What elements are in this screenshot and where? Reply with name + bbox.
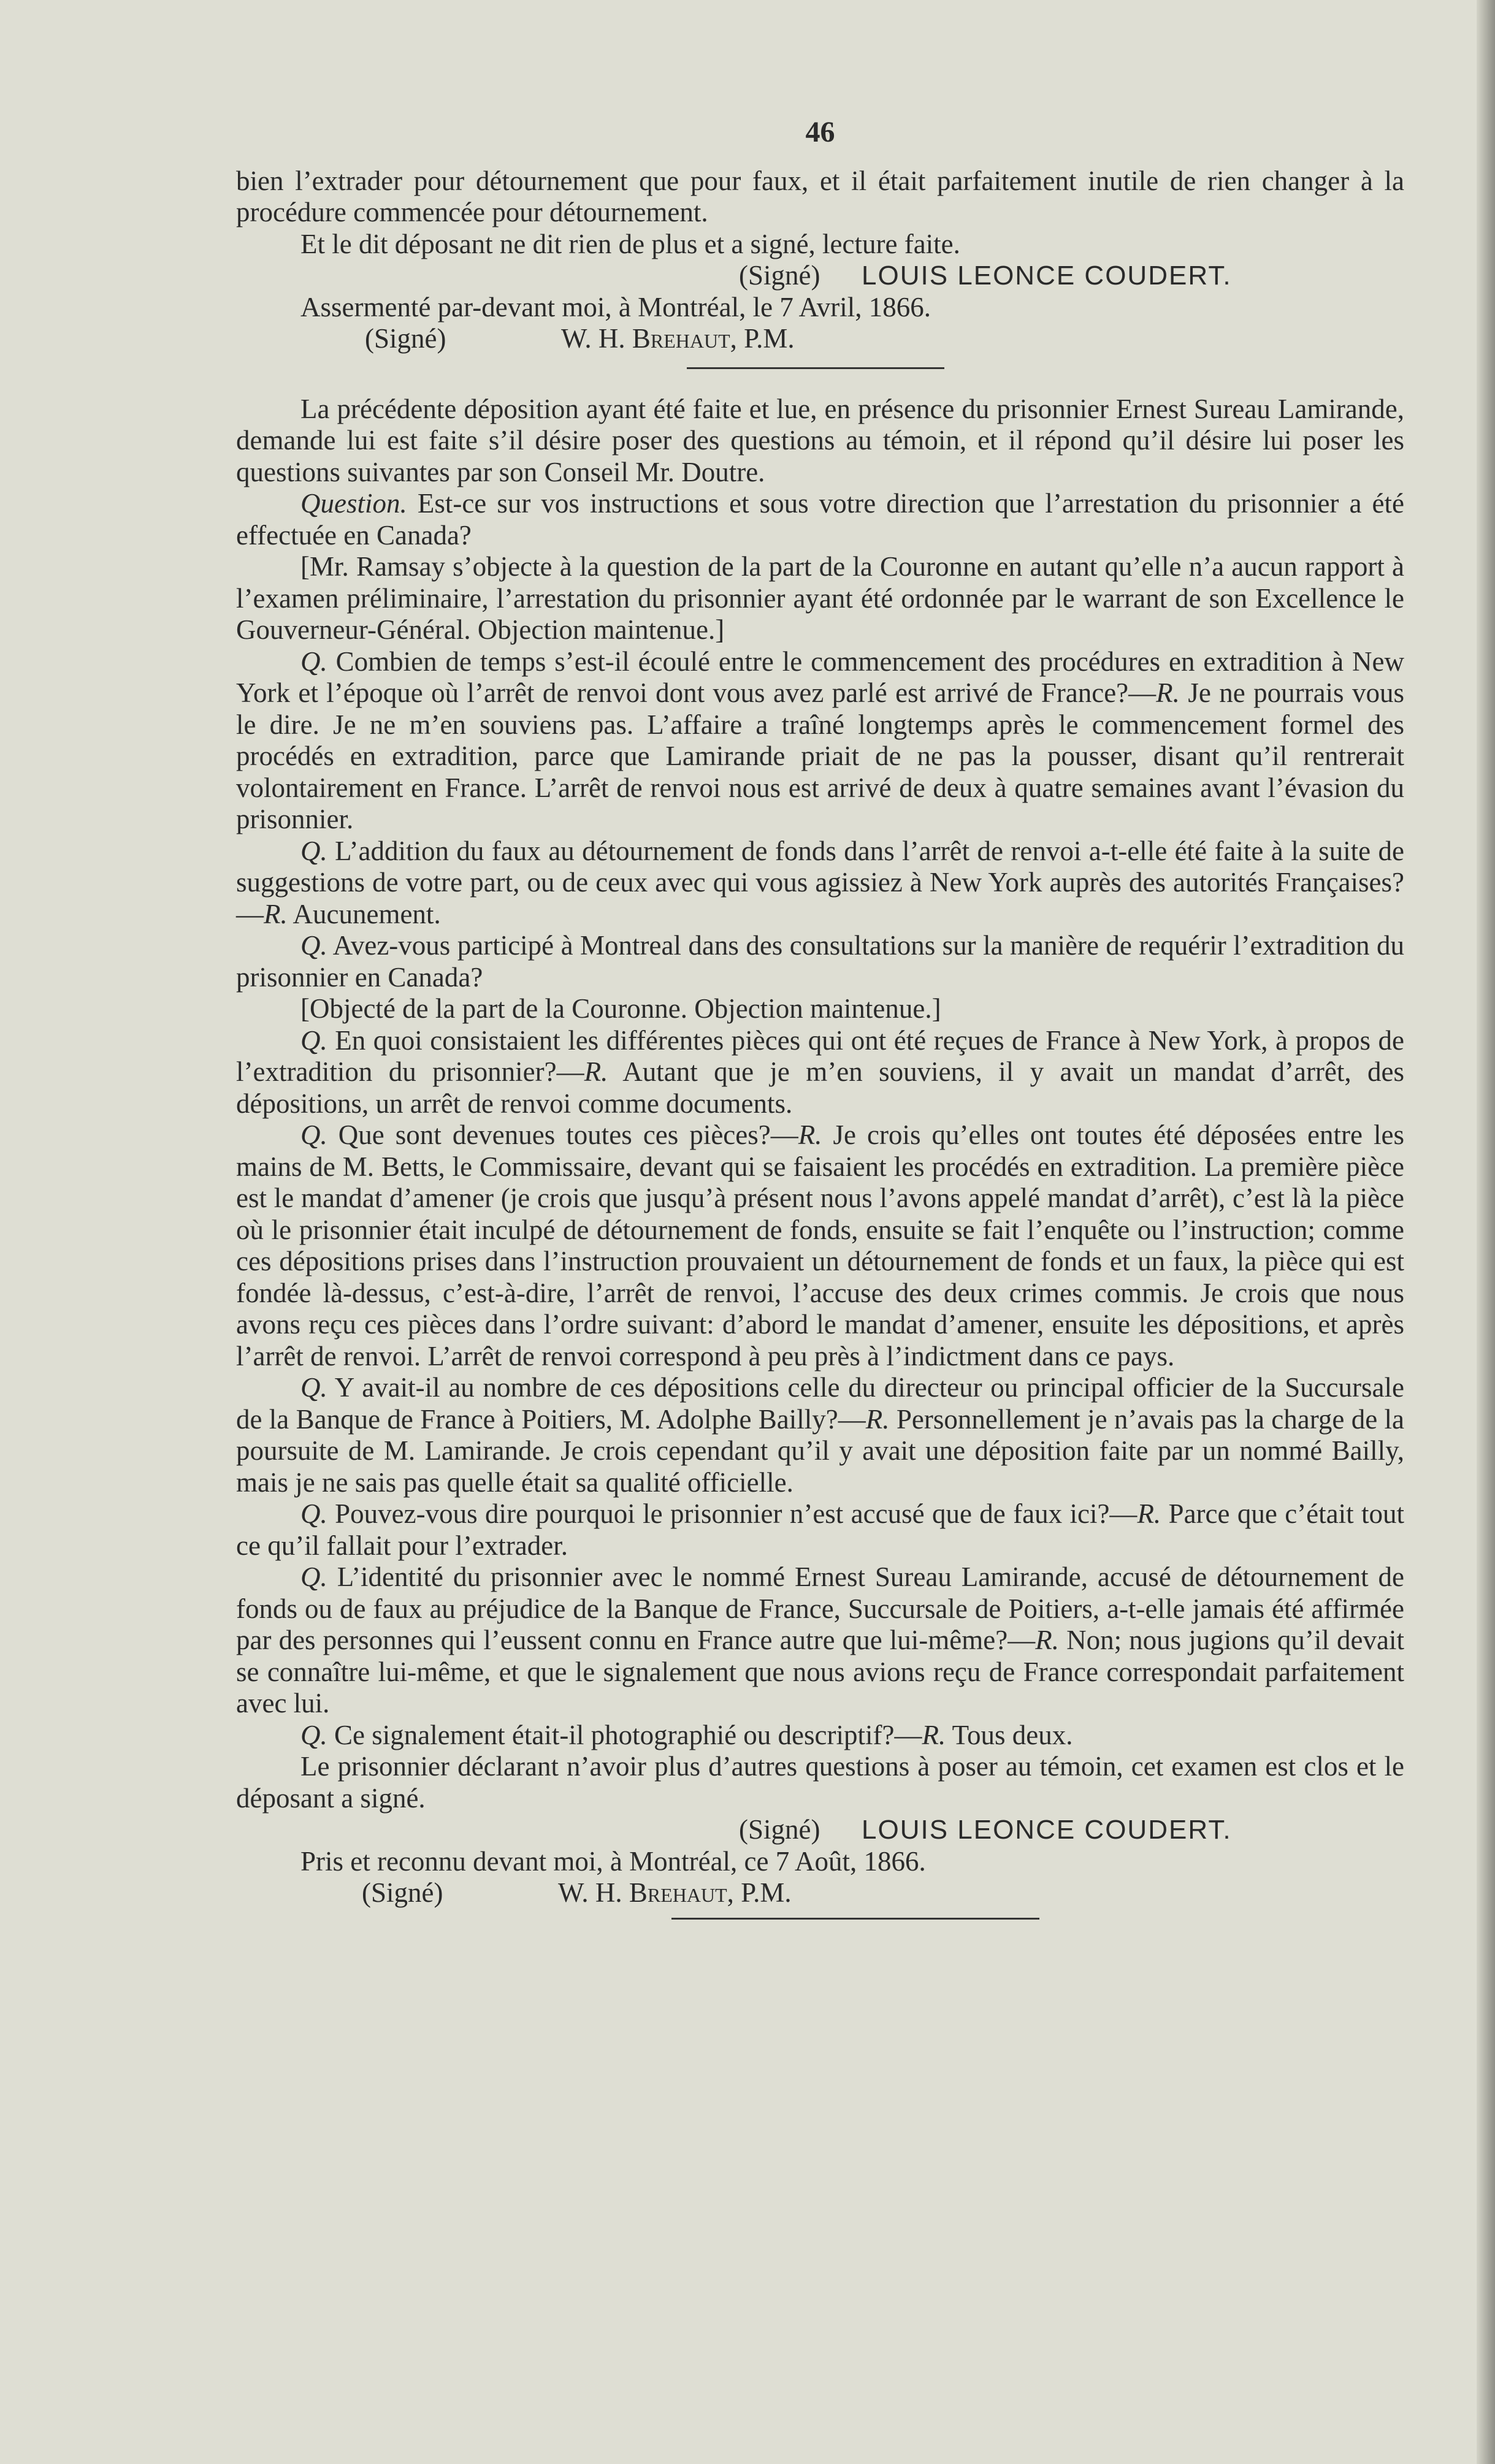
magistrate-signature-line [236, 323, 1404, 355]
signature-line [236, 260, 1404, 292]
signatory-name: LOUIS LEONCE COUDERT. [862, 261, 1232, 291]
question-10: Q. Ce signalement était-il photographié ou descriptif?—R. Tous deux. [300, 1719, 1073, 1750]
paragraph-continuation: bien l’extrader pour détournement que pour faux, et il était parfaitement inutile de rien changer à la procédure commencée pour détournement. [236, 165, 1404, 227]
question-6: Q. Que sont devenues toutes ces pièces?—R. Je crois qu’elles ont toutes été déposées entre les mains de M. Betts, le Commissaire, devant qui se faisaient les procédés en extradition. La première pièce est le mandat d’amener (je crois que jusqu’à présent nous l’avons appelé mandat d’arrêt), c’est là la pièce où le prisonnier était inculpé de détournement de fonds, ensuite se fait l’enquête ou l’instruction; comme ces dépositions prises dans l’instruction prouvaient un détournement de fonds et un faux, la pièce qui est fondée là-dessus, c’est-à-dire, l’arrêt de renvoi, l’accuse des deux crimes commis. Je crois que nous avons reçu ces pièces dans l’ordre suivant: d’abord le mandat d’amener, ensuite les dépositions, et après l’arrêt de renvoi. L’arrêt de renvoi correspond à peu près à l’indictment dans ce pays. [236, 1119, 1404, 1371]
objection-2: [Objecté de la part de la Couronne. Objection maintenue.] [300, 993, 941, 1024]
signatory-name: LOUIS LEONCE COUDERT. [862, 1815, 1232, 1845]
question-9: Q. L’identité du prisonnier avec le nommé Ernest Sureau Lamirande, accusé de détournement de fonds ou de faux au préjudice de la Banque de France, Succursale de Poitiers, a-t-elle jamais été affirmée par des personnes qui l’eussent connu en France autre que lui-même?—R. Non; nous jugions qu’il devait se connaître lui-même, et que le signalement que nous avions reçu de France correspondait parfaitement avec lui. [236, 1562, 1404, 1718]
magistrate-name: W. H. Brehaut, P.M. [558, 1877, 792, 1908]
page-number: 46 [805, 116, 835, 148]
question-7: Q. Y avait-il au nombre de ces dépositions celle du directeur ou principal officier de la Succursale de la Banque de France à Poitiers, M. Adolphe Bailly?—R. Personnellement je n’avais pas la charge de la poursuite de M. Lamirande. Je crois cependant qu’il y avait une déposition faite par un nommé Bailly, mais je ne sais pas quelle était sa qualité officielle. [236, 1372, 1404, 1498]
question-2: Q. Combien de temps s’est-il écoulé entre le commencement des procédures en extradition à New York et l’époque où l’arrêt de renvoi dont vous avez parlé est arrivé de France?—R. Je ne pourrais vous le dire. Je ne m’en souviens pas. L’affaire a traîné longtemps après le commencement formel des procédés en extradition, parce que Lamirande priait de ne pas la pousser, disant qu’il rentrerait volontairement en France. L’arrêt de renvoi nous est arrivé de deux à quatre semaines avant l’évasion du prisonnier. [236, 646, 1404, 834]
question-3: Q. L’addition du faux au détournement de fonds dans l’arrêt de renvoi a-t-elle été faite à la suite de suggestions de votre part, ou de ceux avec qui vous agissiez à New York auprès des autorités Françaises?—R. Aucunement. [236, 835, 1404, 929]
question-5: Q. En quoi consistaient les différentes pièces qui ont été reçues de France à New York, à propos de l’extradition du prisonnier?—R. Autant que je m’en souviens, il y avait un mandat d’arrêt, des dépositions, un arrêt de renvoi comme documents. [236, 1024, 1404, 1119]
end-divider [671, 1918, 1039, 1920]
magistrate-signature-line [236, 1877, 1404, 1909]
signed-label: (Signé) [739, 260, 820, 291]
objection-1: [Mr. Ramsay s’objecte à la question de la part de la Couronne en autant qu’elle n’a aucun rapport à l’examen préliminaire, l’arrestation du prisonnier ayant été ordonnée par le warrant de son Excellence le Gouverneur-Général. Objection maintenue.] [236, 551, 1404, 645]
signed-label: (Signé) [362, 1877, 443, 1908]
question-4: Q. Avez-vous participé à Montreal dans des consultations sur la manière de requérir l’extradition du prisonnier en Canada? [236, 930, 1404, 993]
signed-label: (Signé) [365, 323, 446, 354]
attestation: Pris et reconnu devant moi, à Montréal, ce 7 Août, 1866. [300, 1845, 926, 1877]
question-1: Question. Est-ce sur vos instructions et sous votre direction que l’arrestation du prisonnier a été effectuée en Canada? [236, 488, 1404, 551]
question-8: Q. Pouvez-vous dire pourquoi le prisonnier n’est accusé que de faux ici?—R. Parce que c’était tout ce qu’il fallait pour l’extrader. [236, 1498, 1404, 1561]
paragraph-closing-2: Le prisonnier déclarant n’avoir plus d’autres questions à poser au témoin, cet examen est clos et le déposant a signé. [236, 1751, 1404, 1814]
section-divider [687, 367, 944, 369]
magistrate-name: W. H. Brehaut, P.M. [561, 323, 795, 354]
attestation: Assermenté par-devant moi, à Montréal, le 7 Avril, 1866. [300, 291, 931, 322]
page-edge-shadow [1477, 0, 1495, 2464]
signed-label: (Signé) [739, 1814, 820, 1845]
paragraph-closing: Et le dit déposant ne dit rien de plus et a signé, lecture faite. [300, 228, 960, 259]
signature-line [236, 1814, 1404, 1846]
paragraph-intro: La précédente déposition ayant été faite et lue, en présence du prisonnier Ernest Sureau Lamirande, demande lui est faite s’il désire poser des questions au témoin, et il répond qu’il désire lui poser les questions suivantes par son Conseil Mr. Doutre. [236, 393, 1404, 487]
document-page [236, 116, 1404, 1920]
